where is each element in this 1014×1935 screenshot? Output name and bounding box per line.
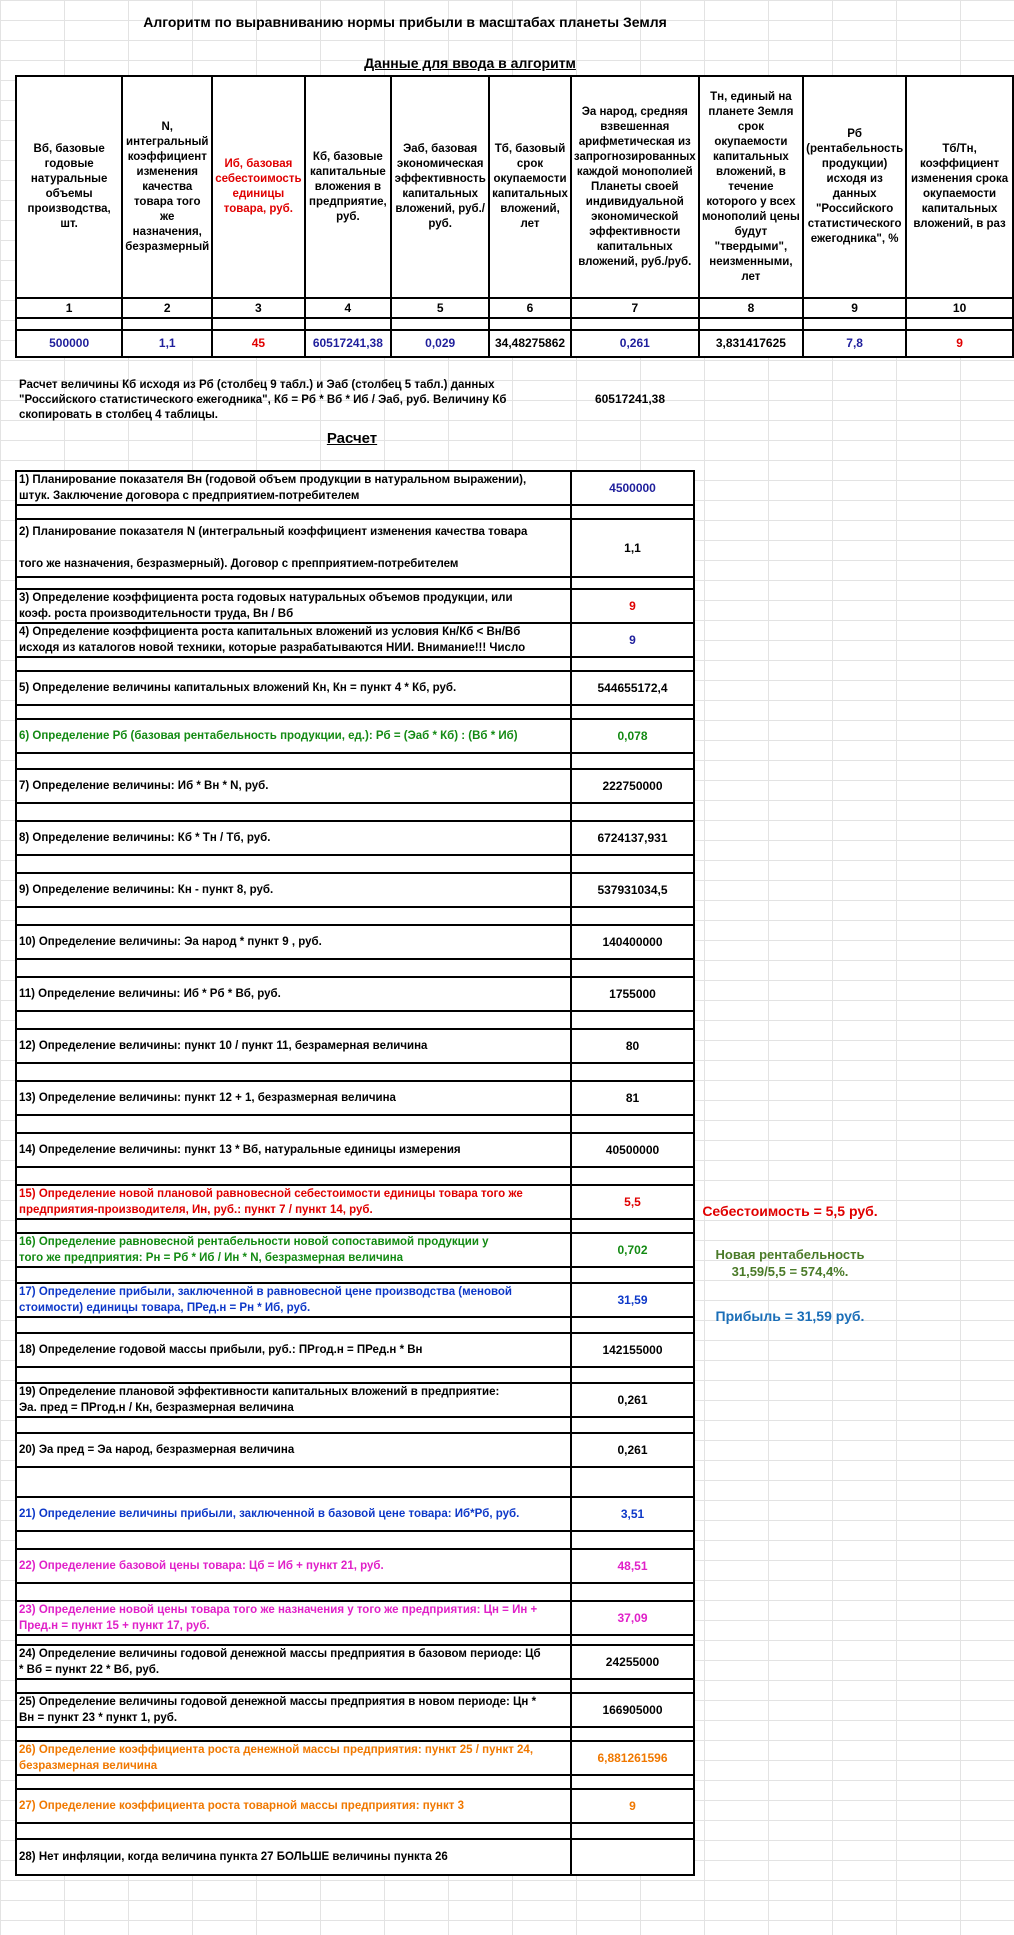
calc-row-label (17, 1434, 572, 1466)
calc-row (17, 472, 693, 506)
calc-row-value[interactable]: 1755000 (609, 987, 656, 1001)
calc-row-value[interactable]: 140400000 (602, 935, 663, 949)
calc-row-label-line2: * Вб = пункт 22 * Вб, руб. (19, 1664, 160, 1676)
calc-row-value[interactable]: 5,5 (624, 1195, 641, 1209)
calc-row-label-line1: 22) Определение базовой цены товара: Цб = Иб + пункт 21, руб. (19, 1560, 384, 1572)
calc-row-value[interactable]: 48,51 (617, 1559, 648, 1573)
spacer-cell (572, 1368, 693, 1382)
spacer-row (17, 506, 693, 520)
calculation-table (15, 470, 695, 1876)
calc-row-label-line1: 24) Определение величины годовой денежной массы предприятия в базовом периоде: Цб (19, 1648, 541, 1660)
calc-row (17, 1234, 693, 1268)
calc-row-value[interactable]: 0,078 (617, 729, 648, 743)
calc-row-label (17, 1384, 572, 1416)
spacer-cell (572, 506, 693, 518)
calc-row-value[interactable]: 3,51 (620, 1507, 645, 1521)
spacer-row (17, 1268, 693, 1284)
calc-row-value[interactable]: 0,261 (617, 1443, 648, 1457)
spacer-cell (572, 1220, 693, 1232)
calc-row-label-line2: того же предприятия: Рн = Рб * Иб / Ин * N, безразмерная величина (19, 1252, 404, 1264)
spacer-row (17, 1636, 693, 1646)
calc-row-label-line1: 21) Определение величины прибыли, заключенной в базовой цене товара: Иб*Рб, руб. (19, 1508, 520, 1520)
spacer-cell (572, 1532, 693, 1548)
calc-row (17, 720, 693, 754)
spacer-row (17, 578, 693, 590)
spacer-cell (17, 1636, 572, 1644)
calc-row-label (17, 1602, 572, 1634)
spacer-row (17, 960, 693, 978)
spacer-cell (572, 578, 693, 588)
spacer-cell (572, 1418, 693, 1432)
calculation-heading: Расчет (326, 430, 378, 447)
calc-row-value[interactable]: 31,59 (617, 1293, 648, 1307)
spacer-cell (572, 1636, 693, 1644)
cost-side-note: Себестоимость = 5,5 руб. (702, 1203, 878, 1219)
calc-row (17, 1694, 693, 1728)
column-number: 3 (212, 298, 304, 318)
calc-row-label-line1: 9) Определение величины: Кн - пункт 8, руб. (19, 884, 274, 896)
calc-row (17, 978, 693, 1012)
spacer-cell (572, 1728, 693, 1740)
calc-row-label-line1: 20) Эа пред = Эа народ, безразмерная величина (19, 1444, 295, 1456)
spacer-cell (572, 1824, 693, 1838)
spacer-cell (572, 1064, 693, 1080)
header-n: N, интегральный коэффициент изменения качества товара того же назначения, безразмерный (122, 76, 212, 298)
spacer-cell (17, 1532, 572, 1548)
calc-row-label-line2: Эа. пред = ПРгод.н / Кн, безразмерная величина (19, 1402, 294, 1414)
calc-row (17, 1434, 693, 1468)
calc-row (17, 1030, 693, 1064)
spacer-cell (17, 856, 572, 872)
calc-row (17, 1134, 693, 1168)
spacer-cell (572, 1116, 693, 1132)
spacer-row (17, 1468, 693, 1498)
calc-row-label (17, 1334, 572, 1366)
calc-row-label (17, 822, 572, 854)
calc-row (17, 1646, 693, 1680)
calc-row (17, 1384, 693, 1418)
spacer-cell (572, 658, 693, 670)
calc-row-label (17, 672, 572, 704)
spacer-cell (17, 706, 572, 718)
spacer-row (17, 706, 693, 720)
kb-calculation-value[interactable]: 60517241,38 (594, 392, 666, 406)
input-cell-vb[interactable]: 500000 (16, 330, 122, 357)
calc-row-label (17, 1646, 572, 1678)
column-number: 8 (699, 298, 803, 318)
calc-row-label-line1: 6) Определение Рб (базовая рентабельность продукции, ед.): Рб = (Эаб * Кб) : (Вб * Иб) (19, 730, 518, 742)
column-number: 9 (803, 298, 906, 318)
header-kb: Кб, базовые капитальные вложения в предприятие, руб. (305, 76, 392, 298)
calc-row (17, 926, 693, 960)
calc-row (17, 590, 693, 624)
calc-row (17, 1082, 693, 1116)
spacer-row (17, 1584, 693, 1602)
calc-row-label-line1: 16) Определение равновесной рентабельности новой сопоставимой продукции у (19, 1236, 489, 1248)
calc-row-label-line1: 3) Определение коэффициента роста годовых натуральных объемов продукции, или (19, 592, 513, 604)
input-cell-kb[interactable]: 60517241,38 (305, 330, 392, 357)
calc-row-label-line1: 18) Определение годовой массы прибыли, руб.: ПРгод.н = ПРед.н * Вн (19, 1344, 423, 1356)
calc-row-label-line2: штук. Заключение договора с предприятием-потребителем (19, 490, 360, 502)
calc-row-value[interactable]: 222750000 (602, 779, 663, 793)
spacer-row (17, 1728, 693, 1742)
calc-row-label-line1: 4) Определение коэффициента роста капитальных вложений из условия Кн/Кб < Вн/Вб (19, 626, 521, 638)
calc-row (17, 1334, 693, 1368)
calc-row-label-line1: 17) Определение прибыли, заключенной в равновесной цене производства (меновой (19, 1286, 513, 1298)
column-number: 5 (391, 298, 489, 318)
spacer-cell (17, 1776, 572, 1788)
profit-side-note: Прибыль = 31,59 руб. (715, 1308, 865, 1324)
calc-row-value[interactable]: 80 (625, 1039, 640, 1053)
calc-row-label-line2: Вн = пункт 23 * пункт 1, руб. (19, 1712, 178, 1724)
spacer-row (17, 1220, 693, 1234)
input-cell-tn[interactable]: 3,831417625 (699, 330, 803, 357)
header-tb: Тб, базовый срок окупаемости капитальных вложений, лет (489, 76, 571, 298)
calc-row-value[interactable]: 37,09 (617, 1611, 648, 1625)
input-cell-n[interactable]: 1,1 (122, 330, 212, 357)
page-title: Алгоритм по выравниванию нормы прибыли в масштабах планеты Земля (143, 14, 667, 30)
spacer-cell (17, 1168, 572, 1184)
calc-row-label-line1: 1) Планирование показателя Вн (годовой объем продукции в натуральном выражении), (19, 474, 527, 486)
calc-row-label-line1: 8) Определение величины: Кб * Тн / Тб, руб. (19, 832, 271, 844)
calc-row-label-line1: 13) Определение величины: пункт 12 + 1, безразмерная величина (19, 1092, 396, 1104)
spacer-row (17, 1116, 693, 1134)
header-vb: Вб, базовые годовые натуральные объемы производства, шт. (16, 76, 122, 298)
spacer-row (17, 754, 693, 770)
calc-row-label-line1: 19) Определение плановой эффективности капитальных вложений в предприятие: (19, 1386, 500, 1398)
spacer-cell (572, 1268, 693, 1282)
column-number: 2 (122, 298, 212, 318)
spacer-row (17, 1318, 693, 1334)
calc-row-label-line1: 26) Определение коэффициента роста денежной массы предприятия: пункт 25 / пункт 24, (19, 1744, 534, 1756)
calc-row-label (17, 1134, 572, 1166)
spacer-row (17, 1532, 693, 1550)
spacer-cell (17, 1368, 572, 1382)
calc-row-label-line2: стоимости) единицы товара, ПРед.н = Рн * Иб, руб. (19, 1302, 311, 1314)
spacer-row (17, 1368, 693, 1384)
spacer-cell (17, 1468, 572, 1496)
spacer-cell (572, 908, 693, 924)
calc-row-label (17, 1498, 572, 1530)
calc-row-value[interactable]: 9 (629, 1799, 636, 1813)
calc-row (17, 520, 693, 578)
spacer-cell (17, 960, 572, 976)
calc-row-value[interactable]: 6,881261596 (597, 1751, 668, 1765)
calc-row-label (17, 590, 572, 622)
input-cell-rb[interactable]: 7,8 (803, 330, 906, 357)
header-ib: Иб, базовая себестоимость единицы товара, руб. (212, 76, 304, 298)
spacer-cell (572, 1468, 693, 1496)
input-cell-ib[interactable]: 45 (212, 330, 304, 357)
calc-row-label-line1: 7) Определение величины: Иб * Вн * N, руб. (19, 780, 269, 792)
calc-row (17, 822, 693, 856)
spacer-cell (572, 960, 693, 976)
spacer-cell (17, 1584, 572, 1600)
header-tn: Тн, единый на планете Земля срок окупаемости капитальных вложений, в течение которого у всех монополий цены будут "твердыми", неизменными, лет (699, 76, 803, 298)
calc-row-label-line1: 10) Определение величины: Эа народ * пункт 9 , руб. (19, 936, 322, 948)
calc-row (17, 1498, 693, 1532)
calc-row-value[interactable]: 4500000 (609, 481, 656, 495)
calc-row-label-line1: 12) Определение величины: пункт 10 / пункт 11, безрамерная величина (19, 1040, 428, 1052)
calc-row (17, 1602, 693, 1636)
spacer-row (17, 1776, 693, 1790)
calc-row-value[interactable]: 166905000 (602, 1703, 663, 1717)
calc-row-label-line1: 23) Определение новой цены товара того же назначения у того же предприятия: Цн = Ин + (19, 1604, 538, 1616)
calc-row-label-line1: 11) Определение величины: Иб * Рб * Вб, руб. (19, 988, 281, 1000)
calc-row-value[interactable]: 24255000 (605, 1655, 660, 1669)
spacer-cell (17, 1824, 572, 1838)
spacer-row (17, 1012, 693, 1030)
calc-row-label (17, 520, 572, 576)
spacer-cell (17, 1318, 572, 1332)
calc-row-value[interactable]: 9 (629, 633, 636, 647)
calc-row-label (17, 1840, 572, 1874)
spacer-row (17, 1824, 693, 1840)
calc-row-label-line2: Пред.н = пункт 15 + пункт 17, руб. (19, 1620, 210, 1632)
header-eab: Эаб, базовая экономическая эффективность капитальных вложений, руб./руб. (391, 76, 489, 298)
calc-row-label-line2: исходя из каталогов новой техники, которые разрабатываются НИИ. Внимание!!! Число (19, 642, 526, 654)
calc-row-label (17, 874, 572, 906)
spacer-cell (572, 856, 693, 872)
calc-row-label-line1: 28) Нет инфляции, когда величина пункта 27 БОЛЬШЕ величины пункта 26 (19, 1851, 448, 1863)
profitability-side-note-line1: Новая рентабельность (715, 1247, 865, 1262)
calc-row-label (17, 1186, 572, 1218)
calc-row-value[interactable]: 544655172,4 (597, 681, 668, 695)
input-cell-tb-tn[interactable]: 9 (906, 330, 1013, 357)
spacer-cell (17, 1220, 572, 1232)
spacer-cell (572, 804, 693, 820)
spacer-cell (17, 754, 572, 768)
spacer-cell (572, 1168, 693, 1184)
input-cell-ea-narod[interactable]: 0,261 (571, 330, 699, 357)
spacer-cell (17, 1728, 572, 1740)
spacer-cell (17, 1064, 572, 1080)
spacer-cell (572, 1012, 693, 1028)
calc-row (17, 1550, 693, 1584)
calc-row-label-line1: 15) Определение новой плановой равновесной себестоимости единицы товара того же (19, 1188, 523, 1200)
calc-row (17, 624, 693, 658)
calc-row-label (17, 624, 572, 656)
column-number: 6 (489, 298, 571, 318)
spacer-row (17, 908, 693, 926)
spacer-cell (572, 1584, 693, 1600)
calc-row-label (17, 926, 572, 958)
input-cell-eab[interactable]: 0,029 (391, 330, 489, 357)
spacer-cell (17, 1268, 572, 1282)
spacer-cell (17, 804, 572, 820)
calc-row-label (17, 770, 572, 802)
spacer-cell (572, 1680, 693, 1692)
header-ea-narod: Эа народ, средняя взвешенная арифметическая из запрогнозированных каждой монополией Планеты своей индивидуальной экономической эффективности капитальных вложений, руб./руб. (571, 76, 699, 298)
calc-row-label (17, 1030, 572, 1062)
calc-row (17, 1790, 693, 1824)
calc-row (17, 672, 693, 706)
calc-row-value[interactable]: 142155000 (602, 1343, 663, 1357)
input-table (15, 75, 1014, 358)
calc-row-value[interactable]: 1,1 (624, 541, 641, 555)
calc-row-label (17, 1790, 572, 1822)
calc-row-label-line2: того же назначения, безразмерный). Договор с препприятием-потребителем (19, 558, 459, 570)
calc-row-value[interactable]: 40500000 (605, 1143, 660, 1157)
spacer-cell (17, 1012, 572, 1028)
calc-row-label-line1: 14) Определение величины: пункт 13 * Вб, натуральные единицы измерения (19, 1144, 461, 1156)
header-tb-tn: Тб/Тн, коэффициент изменения срока окупаемости капитальных вложений, в раз (906, 76, 1013, 298)
kb-calculation-note: Расчет величины Кб исходя из Рб (столбец 9 табл.) и Эаб (столбец 5 табл.) данных "Российского статистического ежегодника", Кб = Рб * Вб * Иб / Эаб, руб. Величину Кб скопировать в столбец 4 таблицы. (19, 379, 507, 421)
calc-row-value[interactable]: 0,261 (617, 1393, 648, 1407)
column-number: 4 (305, 298, 392, 318)
calc-row (17, 1840, 693, 1874)
calc-row-label-line1: 5) Определение величины капитальных вложений Кн, Кн = пункт 4 * Кб, руб. (19, 682, 457, 694)
calc-row-label (17, 1550, 572, 1582)
calc-row (17, 1742, 693, 1776)
calc-row-label (17, 720, 572, 752)
spacer-cell (17, 908, 572, 924)
spacer-row (17, 856, 693, 874)
calc-row-value[interactable] (572, 1840, 693, 1874)
spacer-row (17, 658, 693, 672)
calc-row (17, 874, 693, 908)
calc-row (17, 1284, 693, 1318)
input-data-heading: Данные для ввода в алгоритм (364, 55, 576, 71)
profitability-side-note-line2: 31,59/5,5 = 574,4%. (731, 1264, 849, 1279)
spacer-row (17, 1680, 693, 1694)
calc-row-label-line2: безразмерная величина (19, 1760, 158, 1772)
spacer-cell (17, 658, 572, 670)
calc-row (17, 1186, 693, 1220)
header-rb: Рб (рентабельность продукции) исходя из данных "Российского статистического ежегодника", % (803, 76, 906, 298)
calc-row-label-line1: 27) Определение коэффициента роста товарной массы предприятия: пункт 3 (19, 1800, 464, 1812)
column-number: 7 (571, 298, 699, 318)
spacer-cell (17, 1680, 572, 1692)
calc-row-value[interactable]: 537931034,5 (597, 883, 668, 897)
column-number: 1 (16, 298, 122, 318)
calc-row-label-line1: 25) Определение величины годовой денежной массы предприятия в новом периоде: Цн * (19, 1696, 537, 1708)
calc-row-value[interactable]: 9 (629, 599, 636, 613)
spacer-cell (17, 506, 572, 518)
calc-row-value[interactable]: 0,702 (617, 1243, 648, 1257)
spacer-cell (572, 706, 693, 718)
spacer-cell (572, 1776, 693, 1788)
spacer-row (17, 1064, 693, 1082)
spacer-cell (17, 1418, 572, 1432)
calc-row-value[interactable]: 6724137,931 (597, 831, 668, 845)
spacer-cell (572, 1318, 693, 1332)
spacer-cell (572, 754, 693, 768)
calc-row-label-line1: 2) Планирование показателя N (интегральный коэффициент изменения качества товара (19, 526, 528, 538)
spacer-cell (17, 578, 572, 588)
spacer-row (17, 804, 693, 822)
calc-row-value[interactable]: 81 (625, 1091, 640, 1105)
column-number: 10 (906, 298, 1013, 318)
calc-row-label (17, 1082, 572, 1114)
calc-row-label (17, 1234, 572, 1266)
spacer-cell (17, 1116, 572, 1132)
input-cell-tb[interactable]: 34,48275862 (489, 330, 571, 357)
calc-row-label (17, 1742, 572, 1774)
calc-row (17, 770, 693, 804)
calc-row-label-line2: предприятия-производителя, Ин, руб.: пункт 7 / пункт 14, руб. (19, 1204, 373, 1216)
calc-row-label (17, 472, 572, 504)
calc-row-label (17, 1284, 572, 1316)
spacer-row (17, 1168, 693, 1186)
calc-row-label (17, 1694, 572, 1726)
spacer-row (17, 1418, 693, 1434)
calc-row-label-line2: коэф. роста производительности труда, Вн / Вб (19, 608, 294, 620)
calc-row-label (17, 978, 572, 1010)
